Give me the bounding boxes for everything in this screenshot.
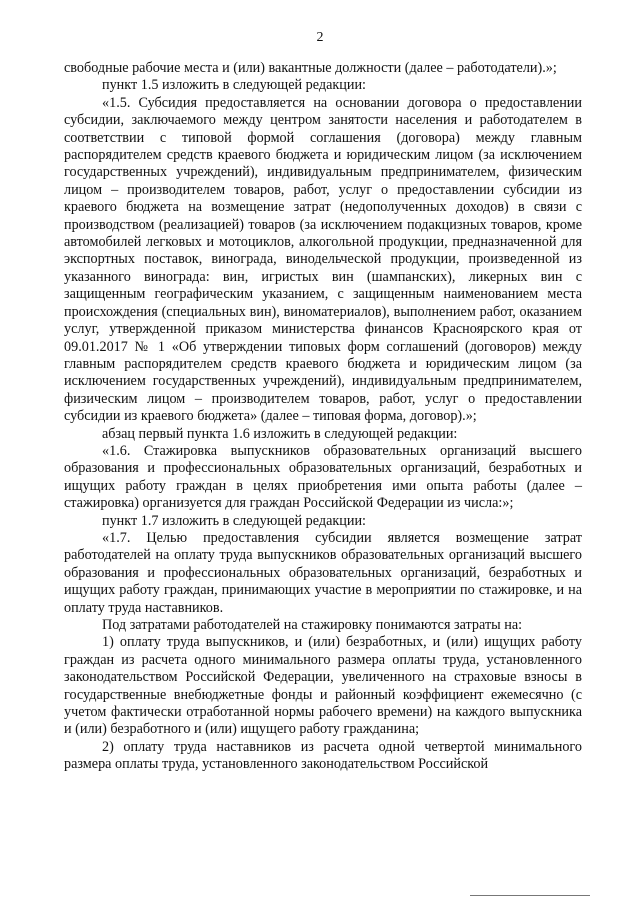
- paragraph-instruction-1-6: абзац первый пункта 1.6 изложить в следующей редакции:: [102, 425, 458, 442]
- page-number: 2: [316, 30, 324, 45]
- paragraph-clause-1-5: «1.5. Субсидия предоставляется на основании договора о предоставлении субсидии, заключаемого между центром занятости населения и работодателем в соответствии с типовой формой соглашения (договора) между главным распорядителем средств краевого бюджета и юридическим лицом (за исключением государственных учреждений), индивидуальным предпринимателем, физическим лицом – производителем товаров, работ, услуг о предоставлении субсидии из краевого бюджета на возмещение затрат (недополученных доходов) в связи с производством (реализацией) товаров (за исключением подакцизных товаров, кроме автомобилей легковых и мотоциклов, алкогольной продукции, предназначенной для экспортных поставок, винограда, винодельческой продукции, произведенной из указанного винограда: вин, игристых вин (шампанских), ликерных вин с защищенным географическим указанием, с защищенным наименованием места происхождения (специальных вин), виноматериалов), выполнением работ, оказанием услуг, утвержденной приказом министерства финансов Красноярского края от 09.01.2017 № 1 «Об утверждении типовых форм соглашений (договоров) между главным распорядителем средств краевого бюджета и юридическим лицом (за исключением государственных учреждений), индивидуальным предпринимателем, физическим лицом – производителем товаров, работ, услуг о предоставлении субсидии из краевого бюджета» (далее – типовая форма, договор).»;: [64, 94, 582, 425]
- paragraph-item-1: 1) оплату труда выпускников, и (или) безработных, и (или) ищущих работу граждан из расчета одного минимального размера оплаты труда, установленного законодательством Российской Федерации, увеличенного на страховые взносы в государственные внебюджетные фонды и районный коэффициент ежемесячно (с учетом фактически отработанной нормы рабочего времени) на каждого выпускника и (или) безработного и (или) ищущего работу гражданина;: [64, 634, 582, 738]
- paragraph-continuation: свободные рабочие места и (или) вакантные должности (далее – работодатели).»;: [64, 60, 557, 76]
- paragraph-clause-1-7: «1.7. Целью предоставления субсидии является возмещение затрат работодателей на оплату труда выпускников образовательных организаций высшего образования и профессиональных образовательных организаций, безработных и ищущих работу граждан, принимающих участие в мероприятии по стажировке, и на оплату труда наставников.: [64, 529, 582, 616]
- paragraph-costs-intro: Под затратами работодателей на стажировку понимаются затраты на:: [102, 617, 523, 633]
- footer-divider: [470, 895, 590, 896]
- paragraph-clause-1-6: «1.6. Стажировка выпускников образовательных организаций высшего образования и профессиональных образовательных организаций, безработных и ищущих работу граждан в целях приобретения ими опыта работы (далее – стажировка) организуется для граждан Российской Федерации из числа:»;: [64, 442, 582, 512]
- paragraph-item-2: 2) оплату труда наставников из расчета одной четвертой минимального размера оплаты труда, установленного законодательством Российской: [64, 738, 582, 773]
- paragraph-instruction-1-7: пункт 1.7 изложить в следующей редакции:: [102, 512, 366, 529]
- document-body: [64, 60, 582, 774]
- paragraph-instruction-1-5: пункт 1.5 изложить в следующей редакции:: [102, 77, 366, 94]
